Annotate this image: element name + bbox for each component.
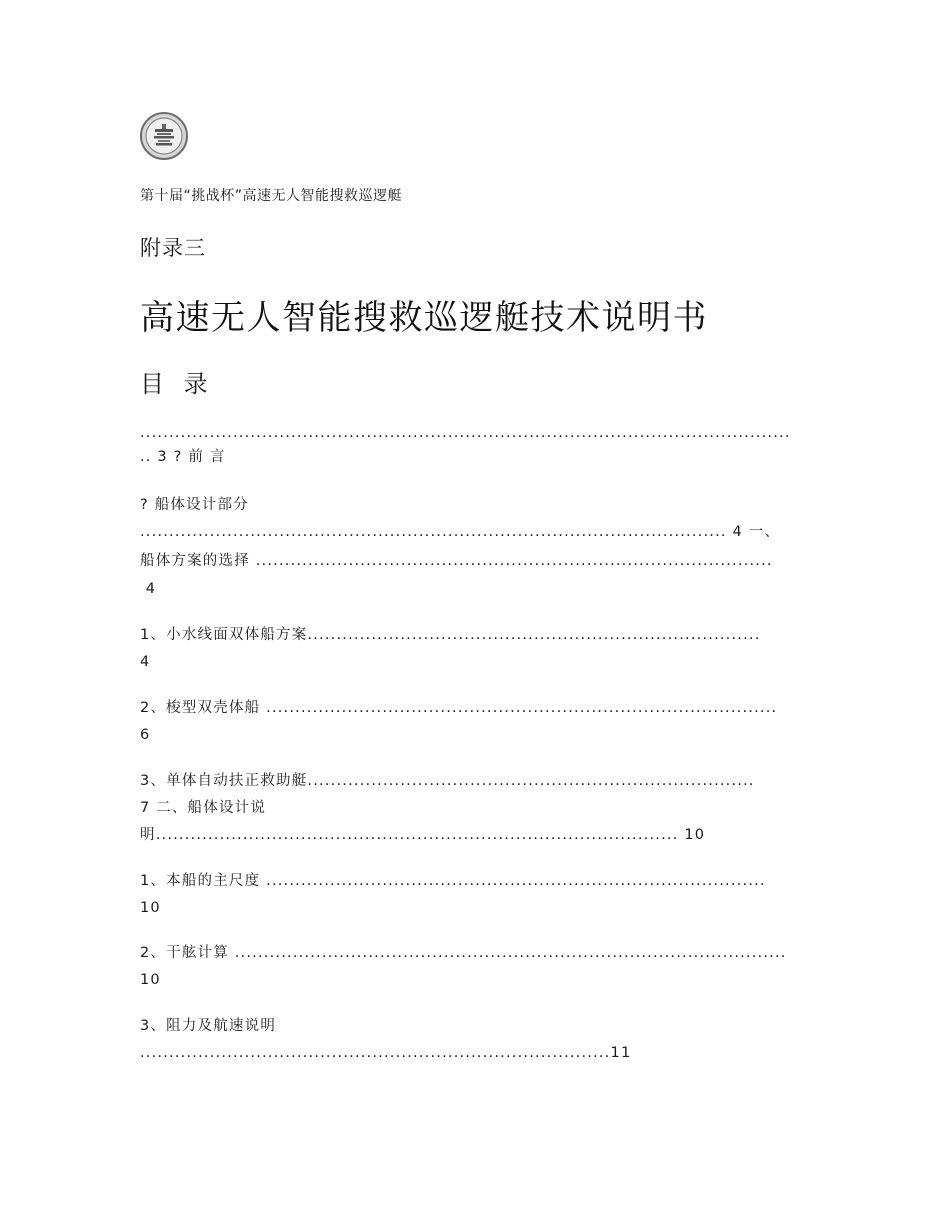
toc-line: 2、梭型双壳体船 ........................................................................................ [140,700,778,716]
toc-line: 明.......................................................................................... 10 [140,827,706,843]
toc-line: 2、干舷计算 ............................................................................................... [140,945,787,961]
appendix-label: 附录三 [140,236,206,260]
toc-heading: 目 录 [140,370,214,398]
toc-line: 3、阻力及航速说明 [140,1018,277,1034]
competition-subtitle: 第十届“挑战杯”高速无人智能搜救巡逻艇 [140,188,403,204]
toc-line: 3、单体自动扶正救助艇............................................................................. [140,773,755,789]
toc-line: 4 [140,654,151,670]
toc-line: 10 [140,972,161,988]
document-title: 高速无人智能搜救巡逻艇技术说明书 [140,298,708,338]
toc-line: ................................................................................................................ [140,425,791,441]
toc-line: 7 二、船体设计说 [140,800,267,816]
toc-line: ? 船体设计部分 [140,497,249,513]
toc-line: 1、小水线面双体船方案.............................................................................. [140,627,761,643]
toc-line: 4 [140,581,157,597]
toc-line: 船体方案的选择 ......................................................................................... [140,553,773,569]
toc-line: 10 [140,900,161,916]
toc-line: ..................................................................................................... 4 一、 [140,524,781,540]
toc-line: .. 3 ? 前 言 [140,449,226,465]
toc-line: 6 [140,727,151,743]
toc-line: .................................................................................11 [140,1045,632,1061]
university-emblem-logo [140,112,188,160]
toc-line: 1、本船的主尺度 ...................................................................................... [140,873,766,889]
